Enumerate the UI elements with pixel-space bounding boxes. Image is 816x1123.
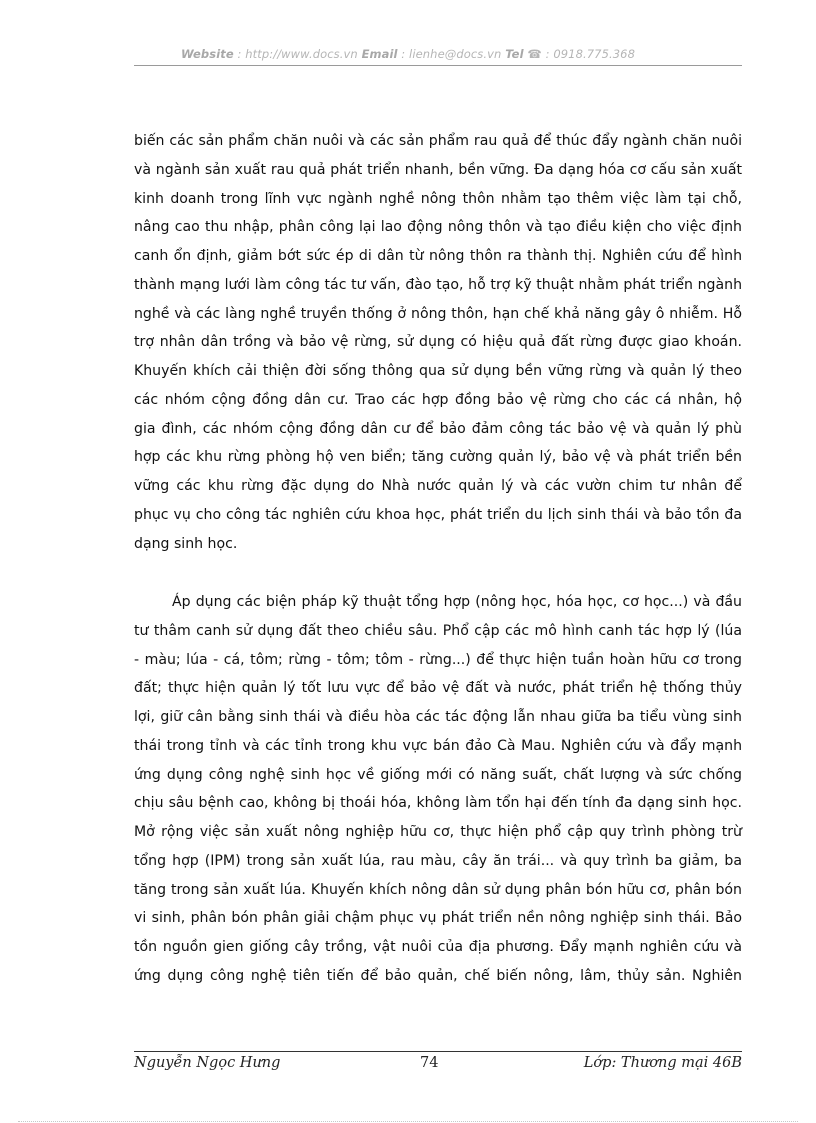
text-line: thành mạng lưới làm công tác tư vấn, đào tạo, hỗ trợ kỹ thuật nhằm phát triển ngành bbox=[134, 276, 742, 293]
text-line: nghề và các làng nghề truyền thống ở nông thôn, hạn chế khả năng gây ô nhiễm. Hỗ bbox=[134, 305, 742, 322]
text-line: trợ nhân dân trồng và bảo vệ rừng, sử dụng có hiệu quả đất rừng được giao khoán. bbox=[134, 334, 742, 351]
text-line: vi sinh, phân bón phân giải chậm phục vụ phát triển nền nông nghiệp sinh thái. Bảo bbox=[134, 910, 742, 927]
text-line: và ngành sản xuất rau quả phát triển nhanh, bền vững. Đa dạng hóa cơ cấu sản xuất bbox=[134, 161, 742, 178]
paragraph-2 bbox=[134, 588, 742, 991]
page-number: 74 bbox=[420, 1055, 439, 1071]
text-line: phục vụ cho công tác nghiên cứu khoa học, phát triển du lịch sinh thái và bảo tồn đa bbox=[134, 506, 742, 523]
text-line: biến các sản phẩm chăn nuôi và các sản phẩm rau quả để thúc đẩy ngành chăn nuôi bbox=[134, 133, 742, 149]
phone-icon: ☎ bbox=[527, 47, 542, 61]
text-line: Mở rộng việc sản xuất nông nghiệp hữu cơ, thực hiện phổ cập quy trình phòng trừ bbox=[134, 824, 742, 840]
text-line: canh ổn định, giảm bớt sức ép di dân từ nông thôn ra thành thị. Nghiên cứu để hình bbox=[134, 248, 742, 264]
text-line: vững các khu rừng đặc dụng do Nhà nước quản lý và các vườn chim tư nhân để bbox=[134, 478, 742, 494]
text-line: chịu sâu bệnh cao, không bị thoái hóa, không làm tổn hại đến tính đa dạng sinh học. bbox=[134, 795, 742, 812]
footer-author: Nguyễn Ngọc Hưng bbox=[134, 1055, 281, 1071]
website-value: : http://www.docs.vn bbox=[233, 47, 362, 61]
paragraph-1 bbox=[134, 127, 742, 558]
text-line: lợi, giữ cân bằng sinh thái và điều hòa các tác động lẫn nhau giữa ba tiểu vùng sinh bbox=[134, 709, 742, 725]
text-line: nâng cao thu nhập, phân công lại lao động nông thôn và tạo điều kiện cho việc định bbox=[134, 219, 742, 236]
header-divider bbox=[134, 65, 742, 66]
text-line: tư thâm canh sử dụng đất theo chiều sâu. Phổ cập các mô hình canh tác hợp lý (lúa bbox=[134, 622, 742, 639]
page-bottom-border bbox=[18, 1121, 798, 1122]
text-line: tổng hợp (IPM) trong sản xuất lúa, rau màu, cây ăn trái... và quy trình ba giảm, ba bbox=[134, 852, 742, 869]
page-header bbox=[0, 47, 816, 61]
text-line: - màu; lúa - cá, tôm; rừng - tôm; tôm - rừng...) để thực hiện tuần hoàn hữu cơ trong bbox=[134, 651, 742, 668]
text-line: tồn nguồn gien giống cây trồng, vật nuôi của địa phương. Đẩy mạnh nghiên cứu và bbox=[134, 939, 742, 955]
text-line: các nhóm cộng đồng dân cư. Trao các hợp đồng bảo vệ rừng cho các cá nhân, hộ bbox=[134, 391, 742, 408]
footer-class: Lớp: Thương mại 46B bbox=[583, 1055, 742, 1071]
footer-divider bbox=[134, 1051, 742, 1052]
email-label: Email bbox=[361, 47, 398, 61]
email-value: : lienhe@docs.vn bbox=[397, 47, 506, 61]
text-line: thái trong tỉnh và các tỉnh trong khu vực bán đảo Cà Mau. Nghiên cứu và đẩy mạnh bbox=[134, 737, 742, 754]
text-line: ứng dụng công nghệ sinh học về giống mới có năng suất, chất lượng và sức chống bbox=[134, 766, 742, 783]
text-line: tăng trong sản xuất lúa. Khuyến khích nông dân sử dụng phân bón hữu cơ, phân bón bbox=[134, 881, 742, 898]
tel-value: : 0918.775.368 bbox=[541, 47, 635, 61]
text-line: kinh doanh trong lĩnh vực ngành nghề nông thôn nhằm tạo thêm việc làm tại chỗ, bbox=[134, 190, 742, 207]
text-line: dạng sinh học. bbox=[134, 535, 238, 552]
text-line: ứng dụng công nghệ tiên tiến để bảo quản, chế biến nông, lâm, thủy sản. Nghiên bbox=[134, 967, 742, 984]
text-line: đất; thực hiện quản lý tốt lưu vực để bảo vệ đất và nước, phát triển hệ thống thủy bbox=[134, 680, 742, 697]
text-line: Áp dụng các biện pháp kỹ thuật tổng hợp (nông học, hóa học, cơ học...) và đầu bbox=[172, 594, 742, 610]
text-line: gia đình, các nhóm cộng đồng dân cư để bảo đảm công tác bảo vệ và quản lý phù bbox=[134, 420, 742, 437]
website-label: Website bbox=[180, 47, 234, 61]
tel-label: Tel bbox=[505, 47, 524, 61]
text-line: Khuyến khích cải thiện đời sống thông qua sử dụng bền vững rừng và quản lý theo bbox=[134, 363, 742, 379]
text-line: hợp các khu rừng phòng hộ ven biển; tăng cường quản lý, bảo vệ và phát triển bền bbox=[134, 449, 742, 466]
